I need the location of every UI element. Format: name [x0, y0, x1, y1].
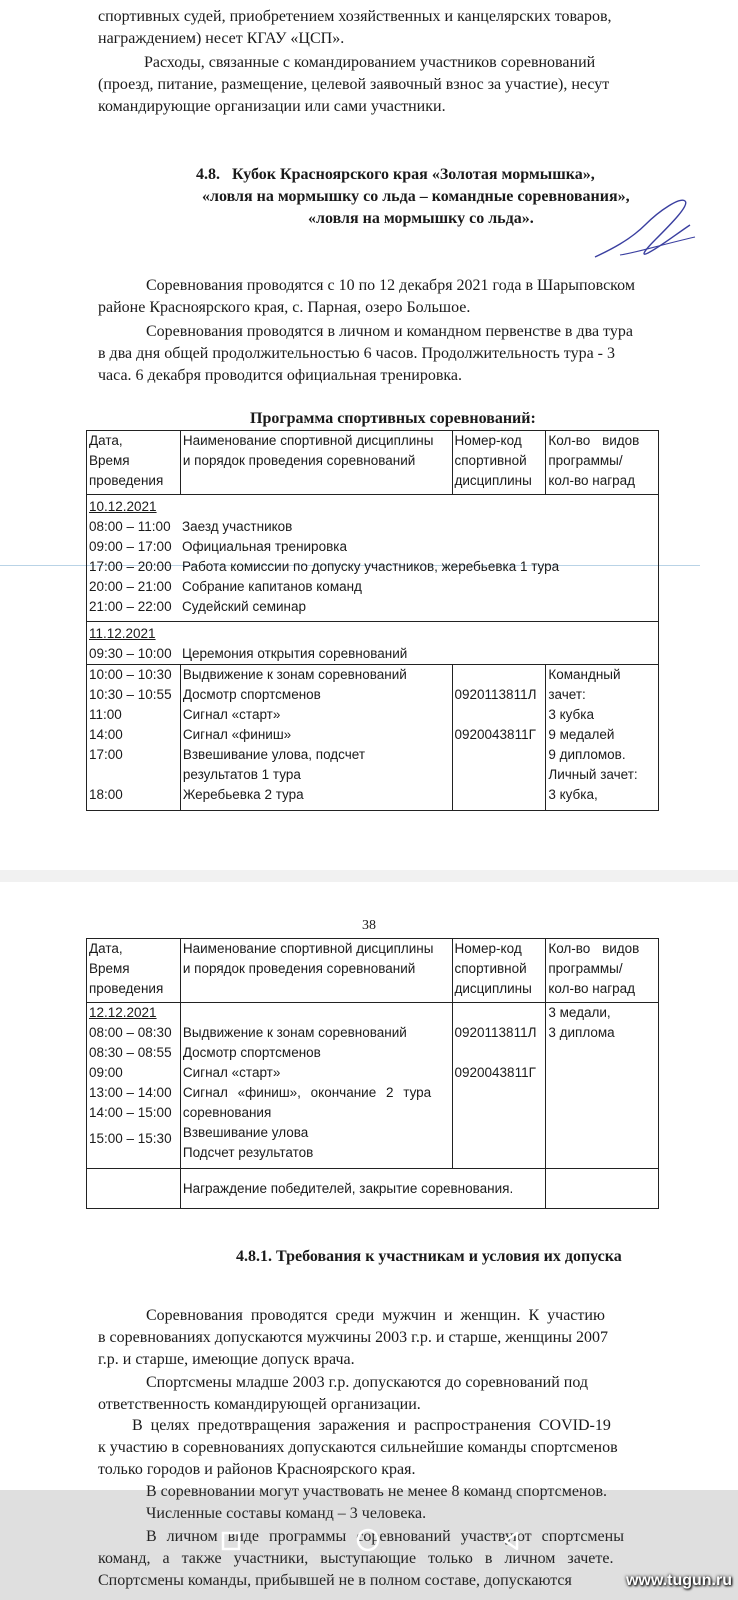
event-cell: Сигнал «старт»	[182, 1065, 281, 1080]
expenses-paragraph	[98, 52, 658, 118]
requirements-paragraph-1	[98, 1305, 660, 1371]
header-text: и порядок проведения соревнований	[182, 453, 416, 468]
header-date-time	[87, 431, 181, 495]
empty-cell	[546, 1169, 659, 1209]
day-block-10-12	[87, 495, 659, 622]
header-code	[452, 431, 546, 495]
event-cell: Досмотр спортсменов	[182, 1045, 321, 1060]
times-column	[87, 1003, 181, 1169]
time-cell	[89, 765, 178, 785]
code-cell	[455, 665, 544, 685]
header-text: спортивной	[454, 453, 527, 468]
header-text: Время	[89, 961, 130, 976]
spacer	[183, 1003, 450, 1023]
event-cell: Выдвижение к зонам соревнований	[182, 667, 407, 682]
section-title-line-2: «ловля на мормышку со льда – командные соревнования»,	[202, 188, 630, 205]
schedule-line	[89, 557, 656, 577]
code-cell: 0920113811Л	[454, 687, 537, 702]
time-cell: 09:00	[89, 1065, 123, 1080]
table-row	[87, 1003, 659, 1169]
award-cell: 3 кубка	[548, 707, 595, 722]
time-cell: 08:00 – 08:30	[89, 1025, 172, 1040]
event-cell: соревнования	[182, 1105, 272, 1120]
awards-column	[546, 665, 659, 811]
requirements-paragraph-3	[98, 1415, 660, 1481]
time-cell: 20:00 – 21:00	[89, 579, 172, 594]
time-cell: 09:30 – 10:00	[89, 646, 172, 661]
event-cell: Сигнал «финиш», окончание 2 тура	[182, 1085, 432, 1100]
award-cell: 9 медалей	[548, 727, 615, 742]
header-text: программы/	[548, 961, 623, 976]
text-line: ответственность командирующей организации.	[98, 1396, 421, 1413]
program-title: Программа спортивных соревнований:	[250, 410, 536, 427]
code-cell	[455, 705, 544, 725]
program-table-1	[86, 430, 659, 811]
circle-nav-icon[interactable]	[355, 1527, 381, 1553]
header-text: кол-во наград	[548, 981, 636, 996]
closing-event-cell: Награждение победителей, закрытие соревнования.	[180, 1169, 545, 1209]
page-number: 38	[362, 918, 376, 933]
event-cell: Сигнал «старт»	[182, 707, 281, 722]
event-cell: Сигнал «финиш»	[182, 727, 292, 742]
empty-cell	[87, 1169, 181, 1209]
time-cell: 14:00 – 15:00	[89, 1105, 172, 1120]
events-column	[180, 1003, 452, 1169]
time-cell: 17:00 – 20:00	[89, 559, 172, 574]
text-line: награждением) несет КГАУ «ЦСП».	[98, 30, 345, 47]
section-title-line-3: «ловля на мормышку со льда».	[308, 210, 534, 227]
table-header-row	[87, 431, 659, 495]
event-cell: Церемония открытия соревнований	[182, 646, 408, 661]
time-cell: 10:30 – 10:55	[89, 687, 172, 702]
award-cell: Личный зачет:	[548, 767, 638, 782]
header-discipline	[180, 939, 452, 1003]
text-line: В целях предотвращения заражения и распространения COVID-19	[132, 1417, 611, 1434]
header-text: дисциплины	[454, 473, 532, 488]
table-header-row	[87, 939, 659, 1003]
event-cell: результатов 1 тура	[182, 767, 301, 782]
header-date-time	[87, 939, 181, 1003]
section-title-text: Кубок Красноярского края «Золотая мормышка»,	[232, 166, 595, 183]
time-cell: 15:00 – 15:30	[89, 1131, 172, 1146]
table-row	[87, 622, 659, 665]
intro-paragraph-1	[98, 275, 660, 319]
text-line: к участию в соревнованиях допускаются сильнейшие команды спортсменов	[98, 1439, 618, 1456]
event-cell: Судейский семинар	[182, 599, 307, 614]
event-cell: Жеребьевка 2 тура	[182, 787, 304, 802]
header-code	[452, 939, 546, 1003]
page-separator	[0, 870, 738, 882]
time-cell: 17:00	[89, 747, 123, 762]
award-cell: 3 медали,	[548, 1005, 611, 1020]
schedule-line	[89, 597, 656, 617]
event-cell: Официальная тренировка	[182, 539, 347, 554]
awards-column	[546, 1003, 659, 1169]
header-awards	[546, 431, 659, 495]
square-nav-icon[interactable]	[220, 1530, 242, 1552]
time-cell: 08:30 – 08:55	[89, 1045, 172, 1060]
day-date: 11.12.2021	[89, 626, 156, 641]
spacer	[455, 1003, 544, 1023]
header-text: Наименование спортивной дисциплины	[182, 941, 434, 956]
header-text: Дата,	[89, 941, 123, 956]
day-block-11-12-opening	[87, 622, 659, 665]
award-cell: Командный	[548, 667, 621, 682]
times-column	[87, 665, 181, 811]
award-cell: 3 кубка,	[548, 787, 598, 802]
text-line: Спортсмены команды, прибывшей не в полном составе, допускаются	[98, 1572, 572, 1589]
codes-column	[452, 1003, 546, 1169]
day-date: 12.12.2021	[89, 1005, 157, 1020]
text-line: районе Красноярского края, с. Парная, озеро Большое.	[98, 299, 471, 316]
header-text: Дата,	[89, 433, 123, 448]
text-line: В личном виде программы соревнований участвуют спортсмены	[146, 1528, 624, 1545]
text-line: часа. 6 декабря проводится официальная тренировка.	[98, 367, 463, 384]
text-line: Соревнования проводятся с 10 по 12 декабря 2021 года в Шарыповском	[146, 277, 635, 294]
text-line: в соревнованиях допускаются мужчины 2003 г.р. и старше, женщины 2007	[98, 1329, 608, 1346]
time-cell: 10:00 – 10:30	[89, 667, 172, 682]
subsection-title: 4.8.1. Требования к участникам и условия их допуска	[236, 1248, 622, 1265]
text-line: командирующие организации или сами участники.	[98, 98, 446, 115]
time-cell: 08:00 – 11:00	[89, 519, 171, 534]
event-cell: Досмотр спортсменов	[182, 687, 321, 702]
text-line: спортивных судей, приобретением хозяйственных и канцелярских товаров,	[98, 8, 612, 25]
header-text: Номер-код	[454, 941, 522, 956]
table-row	[87, 495, 659, 622]
event-cell: Заезд участников	[182, 519, 293, 534]
text-line: (проезд, питание, размещение, целевой заявочный взнос за участие), несут	[98, 76, 610, 93]
time-cell: 09:00 – 17:00	[89, 539, 172, 554]
award-cell: зачет:	[548, 687, 586, 702]
schedule-line	[89, 537, 656, 557]
text-line: Спортсмены младше 2003 г.р. допускаются до соревнований под	[146, 1374, 589, 1391]
program-table-2	[86, 938, 659, 1209]
signature	[590, 195, 700, 265]
award-cell: 3 диплома	[548, 1025, 615, 1040]
requirements-paragraph-2	[98, 1372, 660, 1416]
section-number: 4.8.	[196, 166, 220, 183]
intro-paragraph-2	[98, 321, 660, 387]
text-line: г.р. и старше, имеющие допуск врача.	[98, 1351, 355, 1368]
schedule-line	[89, 517, 656, 537]
time-cell: 13:00 – 14:00	[89, 1085, 172, 1100]
table-row	[87, 665, 659, 811]
time-cell: 11:00	[89, 707, 122, 722]
award-cell: 9 дипломов.	[548, 747, 626, 762]
code-cell: 0920113811Л	[454, 1025, 537, 1040]
schedule-line	[89, 577, 656, 597]
time-cell: 18:00	[89, 787, 123, 802]
header-text: и порядок проведения соревнований	[182, 961, 416, 976]
text-line: Расходы, связанные с командированием участников соревнований	[144, 54, 596, 71]
header-discipline	[180, 431, 452, 495]
text-line: команд, а также участники, выступающие только в личном зачете.	[98, 1550, 614, 1567]
time-cell: 21:00 – 22:00	[89, 599, 172, 614]
text-line: только городов и районов Красноярского края.	[98, 1461, 416, 1478]
event-cell: Взвешивание улова, подсчет	[182, 747, 366, 762]
header-text: Наименование спортивной дисциплины	[182, 433, 434, 448]
event-cell: Взвешивание улова	[182, 1125, 309, 1140]
header-awards	[546, 939, 659, 1003]
section-title-line-1	[196, 164, 676, 186]
header-text: программы/	[548, 453, 623, 468]
code-cell: 0920043811Г	[454, 1065, 536, 1080]
back-triangle-icon[interactable]	[500, 1530, 522, 1552]
time-cell: 14:00	[89, 727, 123, 742]
event-cell: Собрание капитанов команд	[182, 579, 362, 594]
header-text: дисциплины	[454, 981, 532, 996]
event-cell: Выдвижение к зонам соревнований	[182, 1025, 407, 1040]
text-line: в два дня общей продолжительностью 6 часов. Продолжительность тура - 3	[98, 345, 616, 362]
code-cell	[455, 1043, 544, 1063]
watermark: www.tugun.ru	[625, 1572, 732, 1589]
header-text: Номер-код	[454, 433, 522, 448]
table-row	[87, 1169, 659, 1209]
header-text: проведения	[89, 981, 164, 996]
text-line: В соревновании могут участвовать не менее 8 команд спортсменов.	[146, 1483, 608, 1500]
header-text: проведения	[89, 473, 164, 488]
header-text: спортивной	[454, 961, 527, 976]
text-line: Численные составы команд – 3 человека.	[146, 1505, 427, 1522]
codes-column	[452, 665, 546, 811]
schedule-line	[89, 644, 656, 664]
event-cell: Работа комиссии по допуску участников, жеребьевка 1 тура	[182, 559, 560, 574]
header-text: кол-во наград	[548, 473, 636, 488]
day-date: 10.12.2021	[89, 499, 157, 514]
text-line: Соревнования проводятся среди мужчин и женщин. К участию	[146, 1307, 605, 1324]
code-cell: 0920043811Г	[454, 727, 536, 742]
event-cell: Подсчет результатов	[182, 1145, 314, 1160]
header-text: Кол-во видов	[548, 433, 640, 448]
top-paragraph	[98, 6, 658, 50]
header-text: Время	[89, 453, 130, 468]
text-line: Соревнования проводятся в личном и командном первенстве в два тура	[146, 323, 633, 340]
events-column	[180, 665, 452, 811]
header-text: Кол-во видов	[548, 941, 640, 956]
